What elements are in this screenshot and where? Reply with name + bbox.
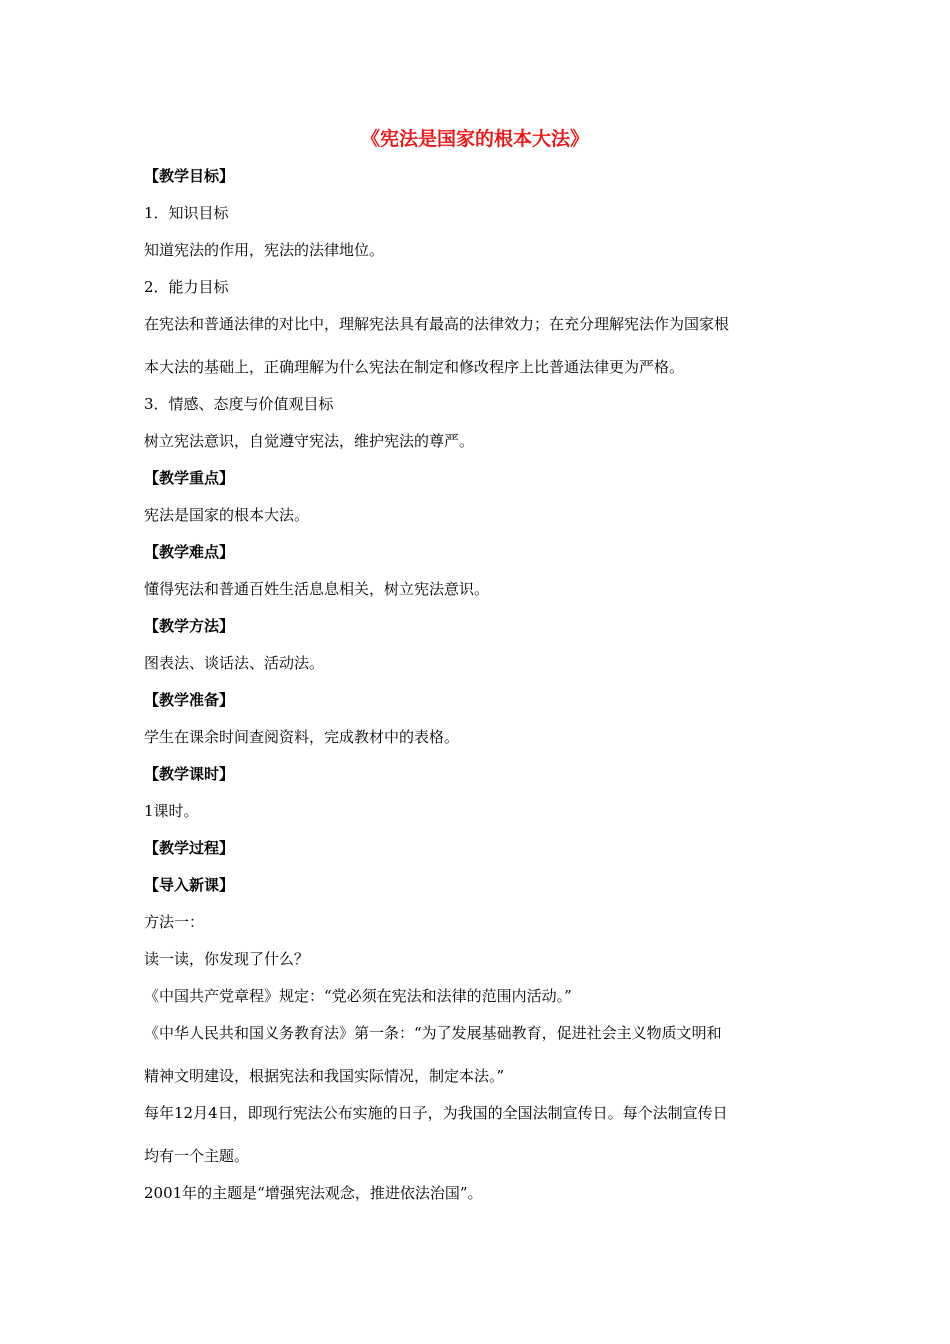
subheading-attitude-goal: 3．情感、态度与价值观目标 [144, 395, 334, 413]
paragraph-methods: 图表法、谈话法、活动法。 [144, 654, 325, 672]
paragraph-ability-line1: 在宪法和普通法律的对比中，理解宪法具有最高的法律效力；在充分理解宪法作为国家根 [144, 315, 730, 333]
subheading-ability-goal: 2．能力目标 [144, 278, 229, 296]
paragraph-ability-line2: 本大法的基础上，正确理解为什么宪法在制定和修改程序上比普通法律更为严格。 [144, 358, 685, 376]
paragraph-preparation: 学生在课余时间查阅资料，完成教材中的表格。 [144, 728, 460, 746]
paragraph-party-charter: 《中国共产党章程》规定：“党必须在宪法和法律的范围内活动。” [144, 987, 572, 1005]
paragraph-legal-day-line2: 均有一个主题。 [144, 1147, 250, 1165]
paragraph-key-points: 宪法是国家的根本大法。 [144, 506, 310, 524]
paragraph-method-one: 方法一： [144, 913, 205, 931]
document-title: 《宪法是国家的根本大法》 [360, 128, 589, 150]
section-heading-methods: 【教学方法】 [144, 617, 235, 635]
paragraph-class-hours: 1课时。 [144, 802, 199, 820]
section-heading-teaching-goals: 【教学目标】 [144, 167, 235, 185]
paragraph-knowledge: 知道宪法的作用，宪法的法律地位。 [144, 241, 385, 259]
paragraph-read-question: 读一读，你发现了什么？ [144, 950, 310, 968]
section-heading-preparation: 【教学准备】 [144, 691, 235, 709]
paragraph-difficulties: 懂得宪法和普通百姓生活息息相关，树立宪法意识。 [144, 580, 490, 598]
subheading-knowledge-goal: 1．知识目标 [144, 204, 229, 222]
section-heading-teaching-process: 【教学过程】 [144, 839, 235, 857]
section-heading-difficulties: 【教学难点】 [144, 543, 235, 561]
section-heading-introduction: 【导入新课】 [144, 876, 235, 894]
paragraph-2001-theme: 2001年的主题是“增强宪法观念，推进依法治国”。 [144, 1184, 483, 1202]
paragraph-education-law-line1: 《中华人民共和国义务教育法》第一条：“为了发展基础教育，促进社会主义物质文明和 [144, 1024, 722, 1042]
paragraph-attitude: 树立宪法意识，自觉遵守宪法，维护宪法的尊严。 [144, 432, 475, 450]
paragraph-legal-day-line1: 每年12月4日，即现行宪法公布实施的日子，为我国的全国法制宣传日。每个法制宣传日 [144, 1104, 728, 1122]
section-heading-key-points: 【教学重点】 [144, 469, 235, 487]
paragraph-education-law-line2: 精神文明建设，根据宪法和我国实际情况，制定本法。” [144, 1067, 505, 1085]
section-heading-class-hours: 【教学课时】 [144, 765, 235, 783]
